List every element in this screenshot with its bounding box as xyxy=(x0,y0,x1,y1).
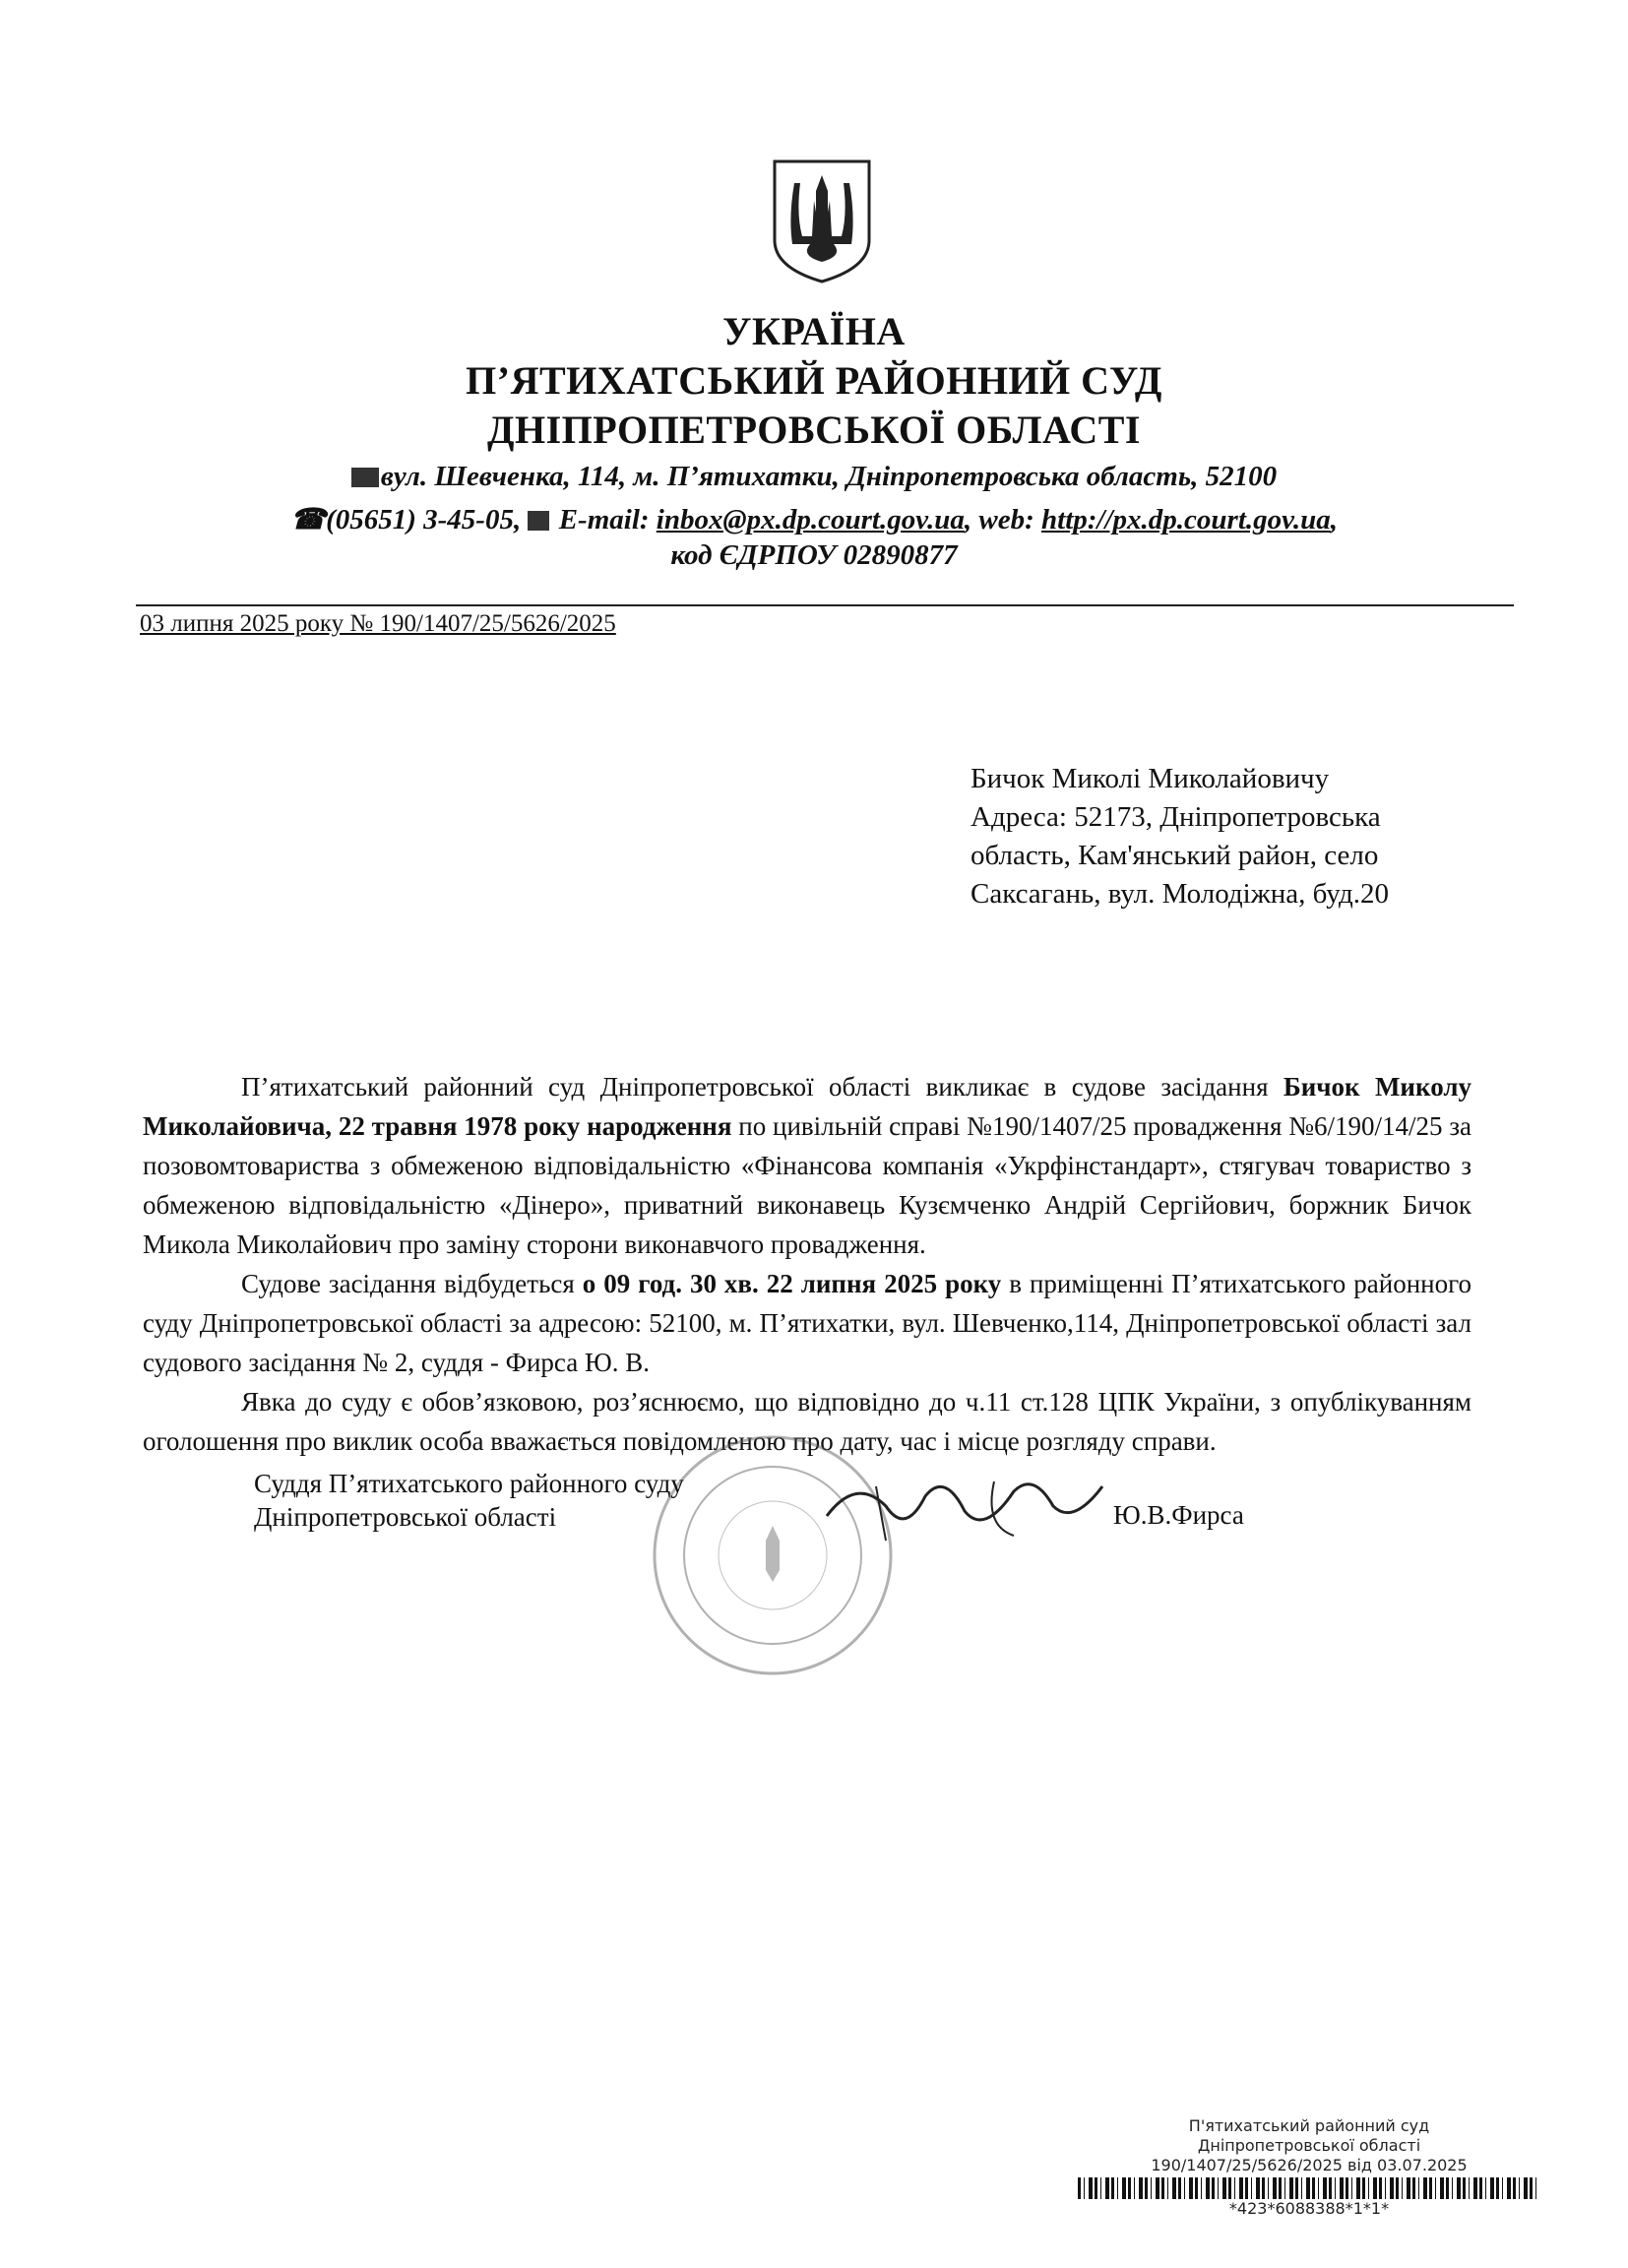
addressee-block xyxy=(971,760,1482,914)
footer-court: П'ятихатський районний суд xyxy=(1188,2116,1430,2135)
header-country: УКРАЇНА xyxy=(722,309,906,353)
hearing-datetime: о 09 год. 30 хв. 22 липня 2025 року xyxy=(582,1269,1002,1298)
computer-icon xyxy=(528,511,549,531)
header-edrpou: код ЄДРПОУ 02890877 xyxy=(670,539,958,571)
defendant-name: Бичок Миколу Миколайовича, 22 травня 1978 року народження xyxy=(143,1072,1471,1141)
header-region: ДНІПРОПЕТРОВСЬКОЇ ОБЛАСТІ xyxy=(486,408,1141,452)
email-link[interactable]: inbox@px.dp.court.gov.ua xyxy=(656,504,965,536)
letter-body xyxy=(143,1067,1471,1461)
handwritten-signature xyxy=(817,1467,1112,1545)
web-link[interactable]: http://px.dp.court.gov.ua xyxy=(1041,504,1331,536)
footer-region: Дніпропетровської області xyxy=(1197,2136,1421,2155)
paragraph-attendance: Явка до суду є обов’язковою, роз’яснюємо, що відповідно до ч.11 ст.128 ЦПК України, з опублікуванням оголошення про виклик особа вважається повідомленою про дату, час і місце розгляду справи. xyxy=(143,1387,1471,1456)
coat-of-arms-emblem xyxy=(771,158,873,285)
addressee-name: Бичок Миколі Миколайовичу xyxy=(971,763,1330,794)
paragraph-summons xyxy=(143,1067,1471,1264)
text: Судове засідання відбудеться xyxy=(241,1269,583,1298)
text: по цивільній справі №190/1407/25 провадження №6/190/14/25 за позовомтовариства з обмеженою відповідальністю «Фінансова компанія «Укрфінстандарт», стягувач товариство з обмеженою відповідальністю «Дінеро», приватний виконавець Кузємченко Андрій Сергійович, боржник Бичок Микола Миколайович про заміну сторони виконавчого провадження. xyxy=(143,1111,1471,1259)
judge-name: Ю.В.Фирса xyxy=(1113,1500,1244,1530)
barcode xyxy=(1078,2177,1540,2199)
text: в приміщенні П’ятихатського районного суду Дніпропетровської області за адресою: 52100, м. П’ятихатки, вул. Шевченко,114, Дніпропетровської області зал судового засідання № 2, суддя - Фирса Ю. В. xyxy=(143,1269,1471,1377)
paragraph-hearing xyxy=(143,1264,1471,1382)
header-contact-line: ☎(05651) 3-45-05, E-mail: inbox@px.dp.court.gov.ua, web: http://px.dp.court.gov.ua, xyxy=(289,504,1339,536)
header-divider xyxy=(136,604,1514,606)
phone-icon: ☎ xyxy=(289,504,327,536)
text: П’ятихатський районний суд Дніпропетровської області викликає в судове засідання xyxy=(241,1072,1284,1102)
addressee-address: Адреса: 52173, Дніпропетровська область, Кам'янський район, село Саксагань, вул. Молодіжна, буд.20 xyxy=(971,801,1389,910)
signature-region: Дніпропетровської області xyxy=(254,1502,557,1532)
barcode-text: *423*6088388*1*1* xyxy=(1228,2199,1390,2218)
header-phone: (05651) 3-45-05, xyxy=(326,504,522,536)
footer-reg-number: 190/1407/25/5626/2025 від 03.07.2025 xyxy=(1151,2156,1468,2174)
registration-footer xyxy=(1063,2116,1555,2219)
header-address-line xyxy=(0,459,1628,494)
header-address: вул. Шевченка, 114, м. П’ятихатки, Дніпропетровська область, 52100 xyxy=(380,461,1278,492)
envelope-icon xyxy=(351,468,379,487)
signature-title: Суддя П’ятихатського районного суду xyxy=(254,1469,684,1498)
email-label: E-mail: xyxy=(558,504,650,536)
document-date-number: 03 липня 2025 року № 190/1407/25/5626/2025 xyxy=(140,610,616,637)
web-label: , web: xyxy=(964,504,1034,536)
signature-block xyxy=(254,1467,684,1534)
header-court-name: П’ЯТИХАТСЬКИЙ РАЙОННИЙ СУД xyxy=(466,358,1162,403)
